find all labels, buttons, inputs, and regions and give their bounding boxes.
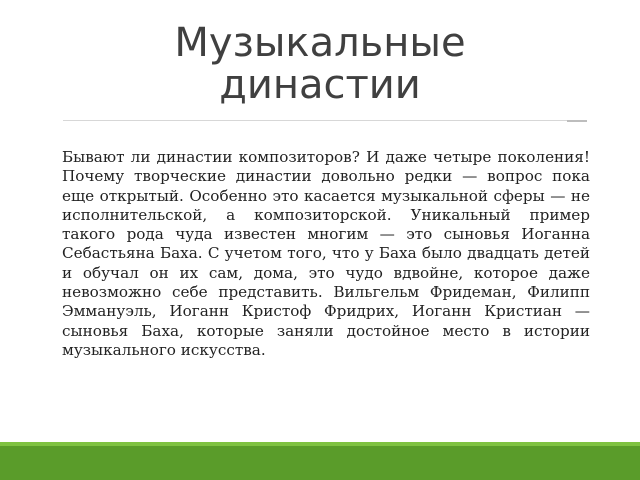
slide-body-text: Бывают ли династии композиторов? И даже четыре поколения! Почему творческие династии довольно редки — вопрос пока еще открытый. Особенно это касается музыкальной сферы — не исполнительской, а композиторской. Уникальный пример такого рода чуда известен многим — это сыновья Иоганна Себастьяна Баха. С учетом того, что у Баха было двадцать детей и обучал он их сам, дома, это чудо вдвойне, которое даже невозможно себе представить. Вильгельм Фридеман, Филипп Эммануэль, Иоганн Кристоф Фридрих, Иоганн Кристиан — сыновья Баха, которые заняли достойное место в истории музыкального искусства. (62, 148, 590, 359)
title-divider (63, 120, 587, 121)
slide-title-line-2: династии (219, 62, 421, 108)
slide-title (0, 22, 640, 106)
footer-band-dark (0, 446, 640, 480)
title-divider-accent (567, 120, 587, 122)
slide-title-line-1: Музыкальные (174, 20, 466, 66)
